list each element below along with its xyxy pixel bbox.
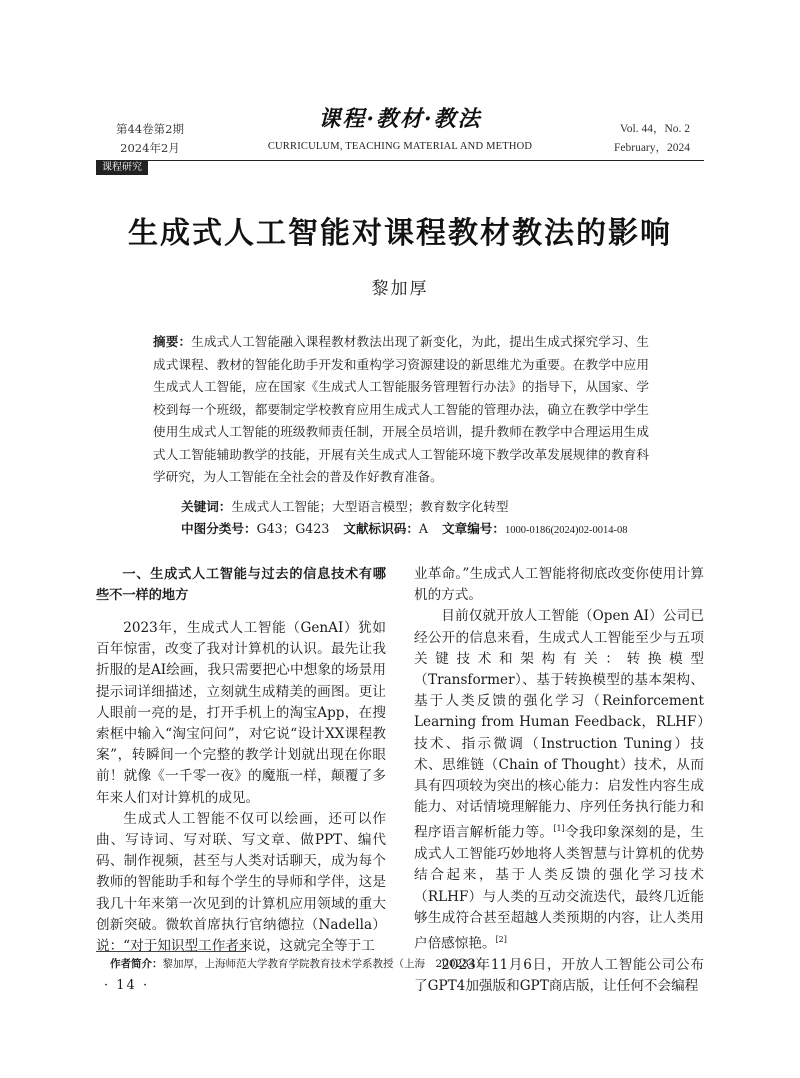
paragraph: 生成式人工智能不仅可以绘画，还可以作曲、写诗词、写对联、写文章、做PPT、编代码、制作视频，甚至与人类对话聊天，成为每个教师的智能助手和每个学生的导师和学伴，这是我几十年来第一次见到的计算机应用领域的重大创新突破。微软首席执行官纳德拉（Nadella）说：“对于知识型工作者来说，这就完全等于工 [96, 810, 386, 955]
paragraph: 业革命。”生成式人工智能将彻底改变你使用计算机的方式。 [414, 566, 704, 604]
paragraph-text: 令我印象深刻的是，生成式人工智能巧妙地将人类智慧与计算机的优势结合起来，基于人类反馈的强化学习技术（RLHF）与人类的互动交流迭代，最终几近能够生成符合甚至超越人类预期的内容，让人类用户倍感惊艳。 [414, 824, 704, 952]
section-heading: 一、生成式人工智能与过去的信息技术有哪些不一样的地方 [96, 567, 386, 603]
keywords-label: 关键词： [181, 499, 232, 514]
journal-name-cn: 课程·教材·教法 [318, 106, 482, 132]
article-title: 生成式人工智能对课程教材教法的影响 [128, 216, 672, 251]
paragraph-text: 目前仅就开放人工智能（Open AI）公司已经公开的信息来看，生成式人工智能至少与五项关键技术和架构有关：转换模型（Transformer）、基于转换模型的基本架构、基于人类反馈的强化学习（Reinforcement Learning from Human Feedback，RLHF）技术、指示微调（Instruction Tuning）技术、思维链（Chain of Thought）技术，从而具有四项较为突出的核心能力：启发性内容生成能力、对话情境理解能力、序列任务执行能力和程序语言解析能力等。 [414, 608, 704, 841]
citation: [2] [495, 934, 507, 944]
paragraph: 2023年11月6日，开放人工智能公司公布了GPT4加强版和GPT商店版，让任何不会编程 [414, 956, 704, 994]
body-column-left [96, 564, 386, 957]
journal-name-en: CURRICULUM, TEACHING MATERIAL AND METHOD [267, 141, 533, 152]
date-cn: 2024年2月 [120, 141, 180, 155]
article-no-value: 1000-0186(2024)02-0014-08 [504, 525, 628, 536]
footnote-text: 黎加厚，上海师范大学教育学院教育技术学系教授（上海 200234）。 [162, 958, 492, 970]
paragraph: 2023年，生成式人工智能（GenAI）犹如百年惊雷，改变了我对计算机的认识。最先让我折服的是AI绘画，我只需要把心中想象的场景用提示词详细描述，立刻就生成精美的画图。更让人眼前一亮的是，打开手机上的淘宝App，在搜索框中输入“淘宝问问”，对它说“设计XX课程教案”，转瞬间一个完整的教学计划就出现在你眼前！就像《一千零一夜》的魔瓶一样，颠覆了多年来人们对计算机的成见。 [96, 620, 386, 806]
footnote-rule [96, 951, 246, 952]
date-en: February，2024 [613, 142, 690, 154]
citation: [1] [553, 824, 565, 834]
header-rule [96, 160, 704, 161]
keywords [181, 496, 508, 518]
footnote-label: 作者简介： [110, 958, 163, 970]
paragraph [414, 606, 704, 954]
volume-cn: 第44卷第2期 [116, 122, 184, 136]
volume-en: Vol. 44，No. 2 [619, 123, 690, 135]
body-column-right [414, 564, 704, 997]
article-author: 黎加厚 [371, 279, 429, 299]
clc-label: 中图分类号： [181, 521, 257, 536]
doc-code-label: 文献标识码： [343, 521, 419, 536]
header-center [96, 106, 704, 156]
page-number: · 14 · [104, 978, 150, 993]
abstract [153, 331, 649, 489]
keywords-text: 生成式人工智能；大型语言模型；教育数字化转型 [231, 499, 509, 514]
doc-code-value: A [418, 521, 429, 536]
clc-value: G43；G423 [256, 521, 330, 536]
abstract-label: 摘要： [153, 334, 192, 349]
article-no-label: 文章编号： [442, 521, 505, 536]
header-right [614, 120, 690, 158]
abstract-text: 生成式人工智能融入课程教材教法出现了新变化，为此，提出生成式探究学习、生成式课程、教材的智能化助手开发和重构学习资源建设的新思维尤为重要。在教学中应用生成式人工智能，应在国家《生成式人工智能服务管理暂行办法》的指导下，从国家、学校到每一个班级，都要制定学校教育应用生成式人工智能的管理办法，确立在教学中学生使用生成式人工智能的班级教师责任制，开展全员培训，提升教师在教学中合理运用生成式人工智能辅助教学的技能，开展有关生成式人工智能环境下教学改革发展规律的教育科学研究，为人工智能在全社会的普及作好教育准备。 [153, 334, 650, 484]
author-footnote [110, 956, 491, 972]
classification-line [181, 518, 627, 542]
section-tag: 课程研究 [96, 161, 148, 175]
journal-header [96, 106, 704, 160]
